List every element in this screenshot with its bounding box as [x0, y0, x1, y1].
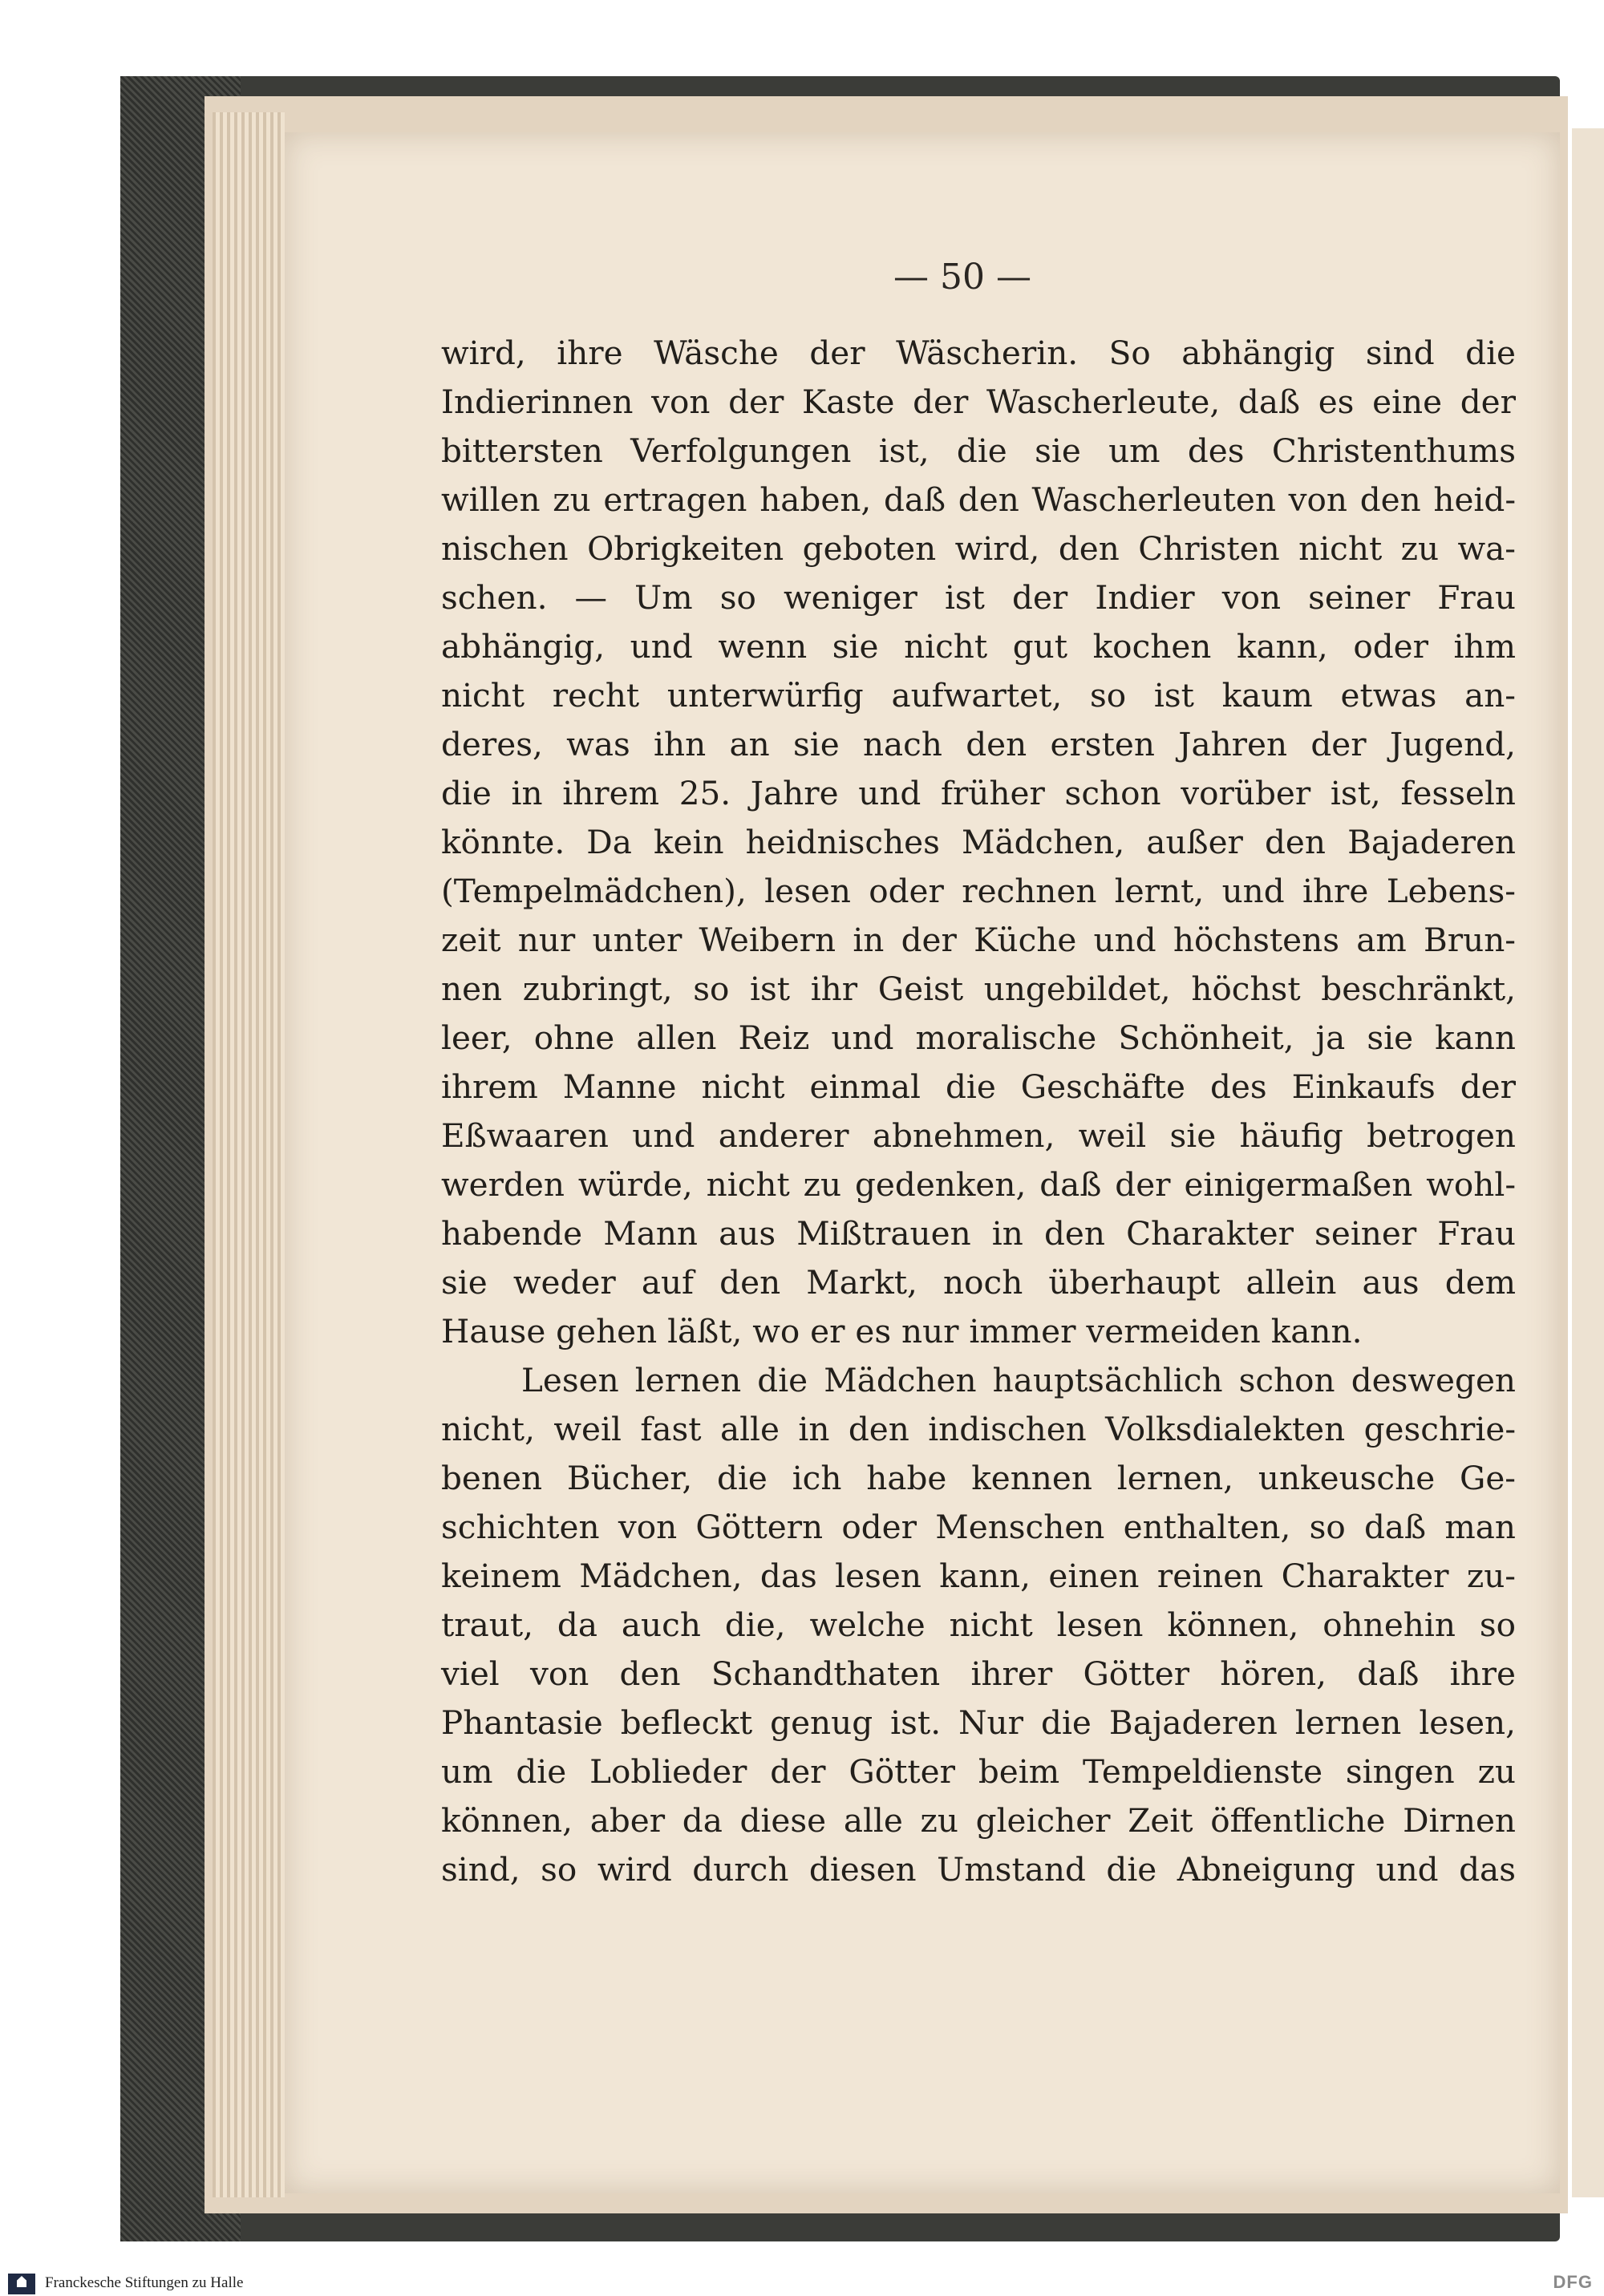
- text-line: Hause gehen läßt, wo er es nur immer vermeiden kann.: [441, 1312, 1363, 1350]
- footer-institution: Franckesche Stiftungen zu Halle: [45, 2274, 244, 2291]
- text-line: ihrem Manne nicht einmal die Geschäfte des Einkaufs der: [441, 1067, 1516, 1106]
- institution-logo-icon: [8, 2274, 35, 2294]
- text-line: Lesen lernen die Mädchen hauptsächlich schon deswegen: [521, 1361, 1516, 1399]
- text-line: habende Mann aus Mißtrauen in den Charakter seiner Frau: [441, 1214, 1516, 1253]
- text-line: nicht, weil fast alle in den indischen Volksdialekten geschrie-: [441, 1410, 1516, 1448]
- text-line: traut, da auch die, welche nicht lesen können, ohnehin so: [441, 1606, 1516, 1644]
- text-line: deres, was ihn an sie nach den ersten Jahren der Jugend,: [441, 725, 1516, 763]
- text-line: leer, ohne allen Reiz und moralische Schönheit, ja sie kann: [441, 1018, 1516, 1057]
- text-line: können, aber da diese alle zu gleicher Zeit öffentliche Dirnen: [441, 1801, 1516, 1840]
- text-line: (Tempelmädchen), lesen oder rechnen lernt, und ihre Lebens-: [441, 872, 1516, 910]
- text-line: könnte. Da kein heidnisches Mädchen, außer den Bajaderen: [441, 823, 1516, 861]
- text-line: abhängig, und wenn sie nicht gut kochen kann, oder ihm: [441, 627, 1516, 666]
- text-line: zeit nur unter Weibern in der Küche und höchstens am Brun-: [441, 921, 1516, 959]
- text-line: viel von den Schandthaten ihrer Götter hören, daß ihre: [441, 1654, 1516, 1693]
- text-line: nicht recht unterwürfig aufwartet, so ist kaum etwas an-: [441, 676, 1516, 715]
- page-number: — 50 —: [893, 257, 1031, 298]
- text-line: die in ihrem 25. Jahre und früher schon vorüber ist, fesseln: [441, 774, 1516, 812]
- text-line: schen. — Um so weniger ist der Indier von seiner Frau: [441, 578, 1516, 617]
- text-line: Phantasie befleckt genug ist. Nur die Bajaderen lernen lesen,: [441, 1703, 1516, 1742]
- page-edges: [213, 112, 285, 2197]
- text-line: wird, ihre Wäsche der Wäscherin. So abhängig sind die: [441, 334, 1516, 372]
- facing-page-edge: [1572, 128, 1604, 2197]
- text-line: werden würde, nicht zu gedenken, daß der einigermaßen wohl-: [441, 1165, 1516, 1204]
- text-line: um die Loblieder der Götter beim Tempeldienste singen zu: [441, 1752, 1516, 1791]
- text-line: sind, so wird durch diesen Umstand die Abneigung und das: [441, 1850, 1516, 1889]
- text-line: keinem Mädchen, das lesen kann, einen reinen Charakter zu-: [441, 1557, 1516, 1595]
- text-line: Eßwaaren und anderer abnehmen, weil sie häufig betrogen: [441, 1116, 1516, 1155]
- text-line: nen zubringt, so ist ihr Geist ungebildet, höchst beschränkt,: [441, 970, 1516, 1008]
- text-line: schichten von Göttern oder Menschen enthalten, so daß man: [441, 1508, 1516, 1546]
- text-line: sie weder auf den Markt, noch überhaupt allein aus dem: [441, 1263, 1516, 1302]
- text-line: benen Bücher, die ich habe kennen lernen, unkeusche Ge-: [441, 1459, 1516, 1497]
- text-line: Indierinnen von der Kaste der Wascherleute, daß es eine der: [441, 383, 1516, 421]
- text-line: nischen Obrigkeiten geboten wird, den Christen nicht zu wa-: [441, 529, 1516, 568]
- text-line: willen zu ertragen haben, daß den Wascherleuten von den heid-: [441, 480, 1516, 519]
- text-line: bittersten Verfolgungen ist, die sie um des Christenthums: [441, 431, 1516, 470]
- dfg-logo: DFG: [1553, 2272, 1593, 2292]
- page-body-text: [441, 329, 1516, 1894]
